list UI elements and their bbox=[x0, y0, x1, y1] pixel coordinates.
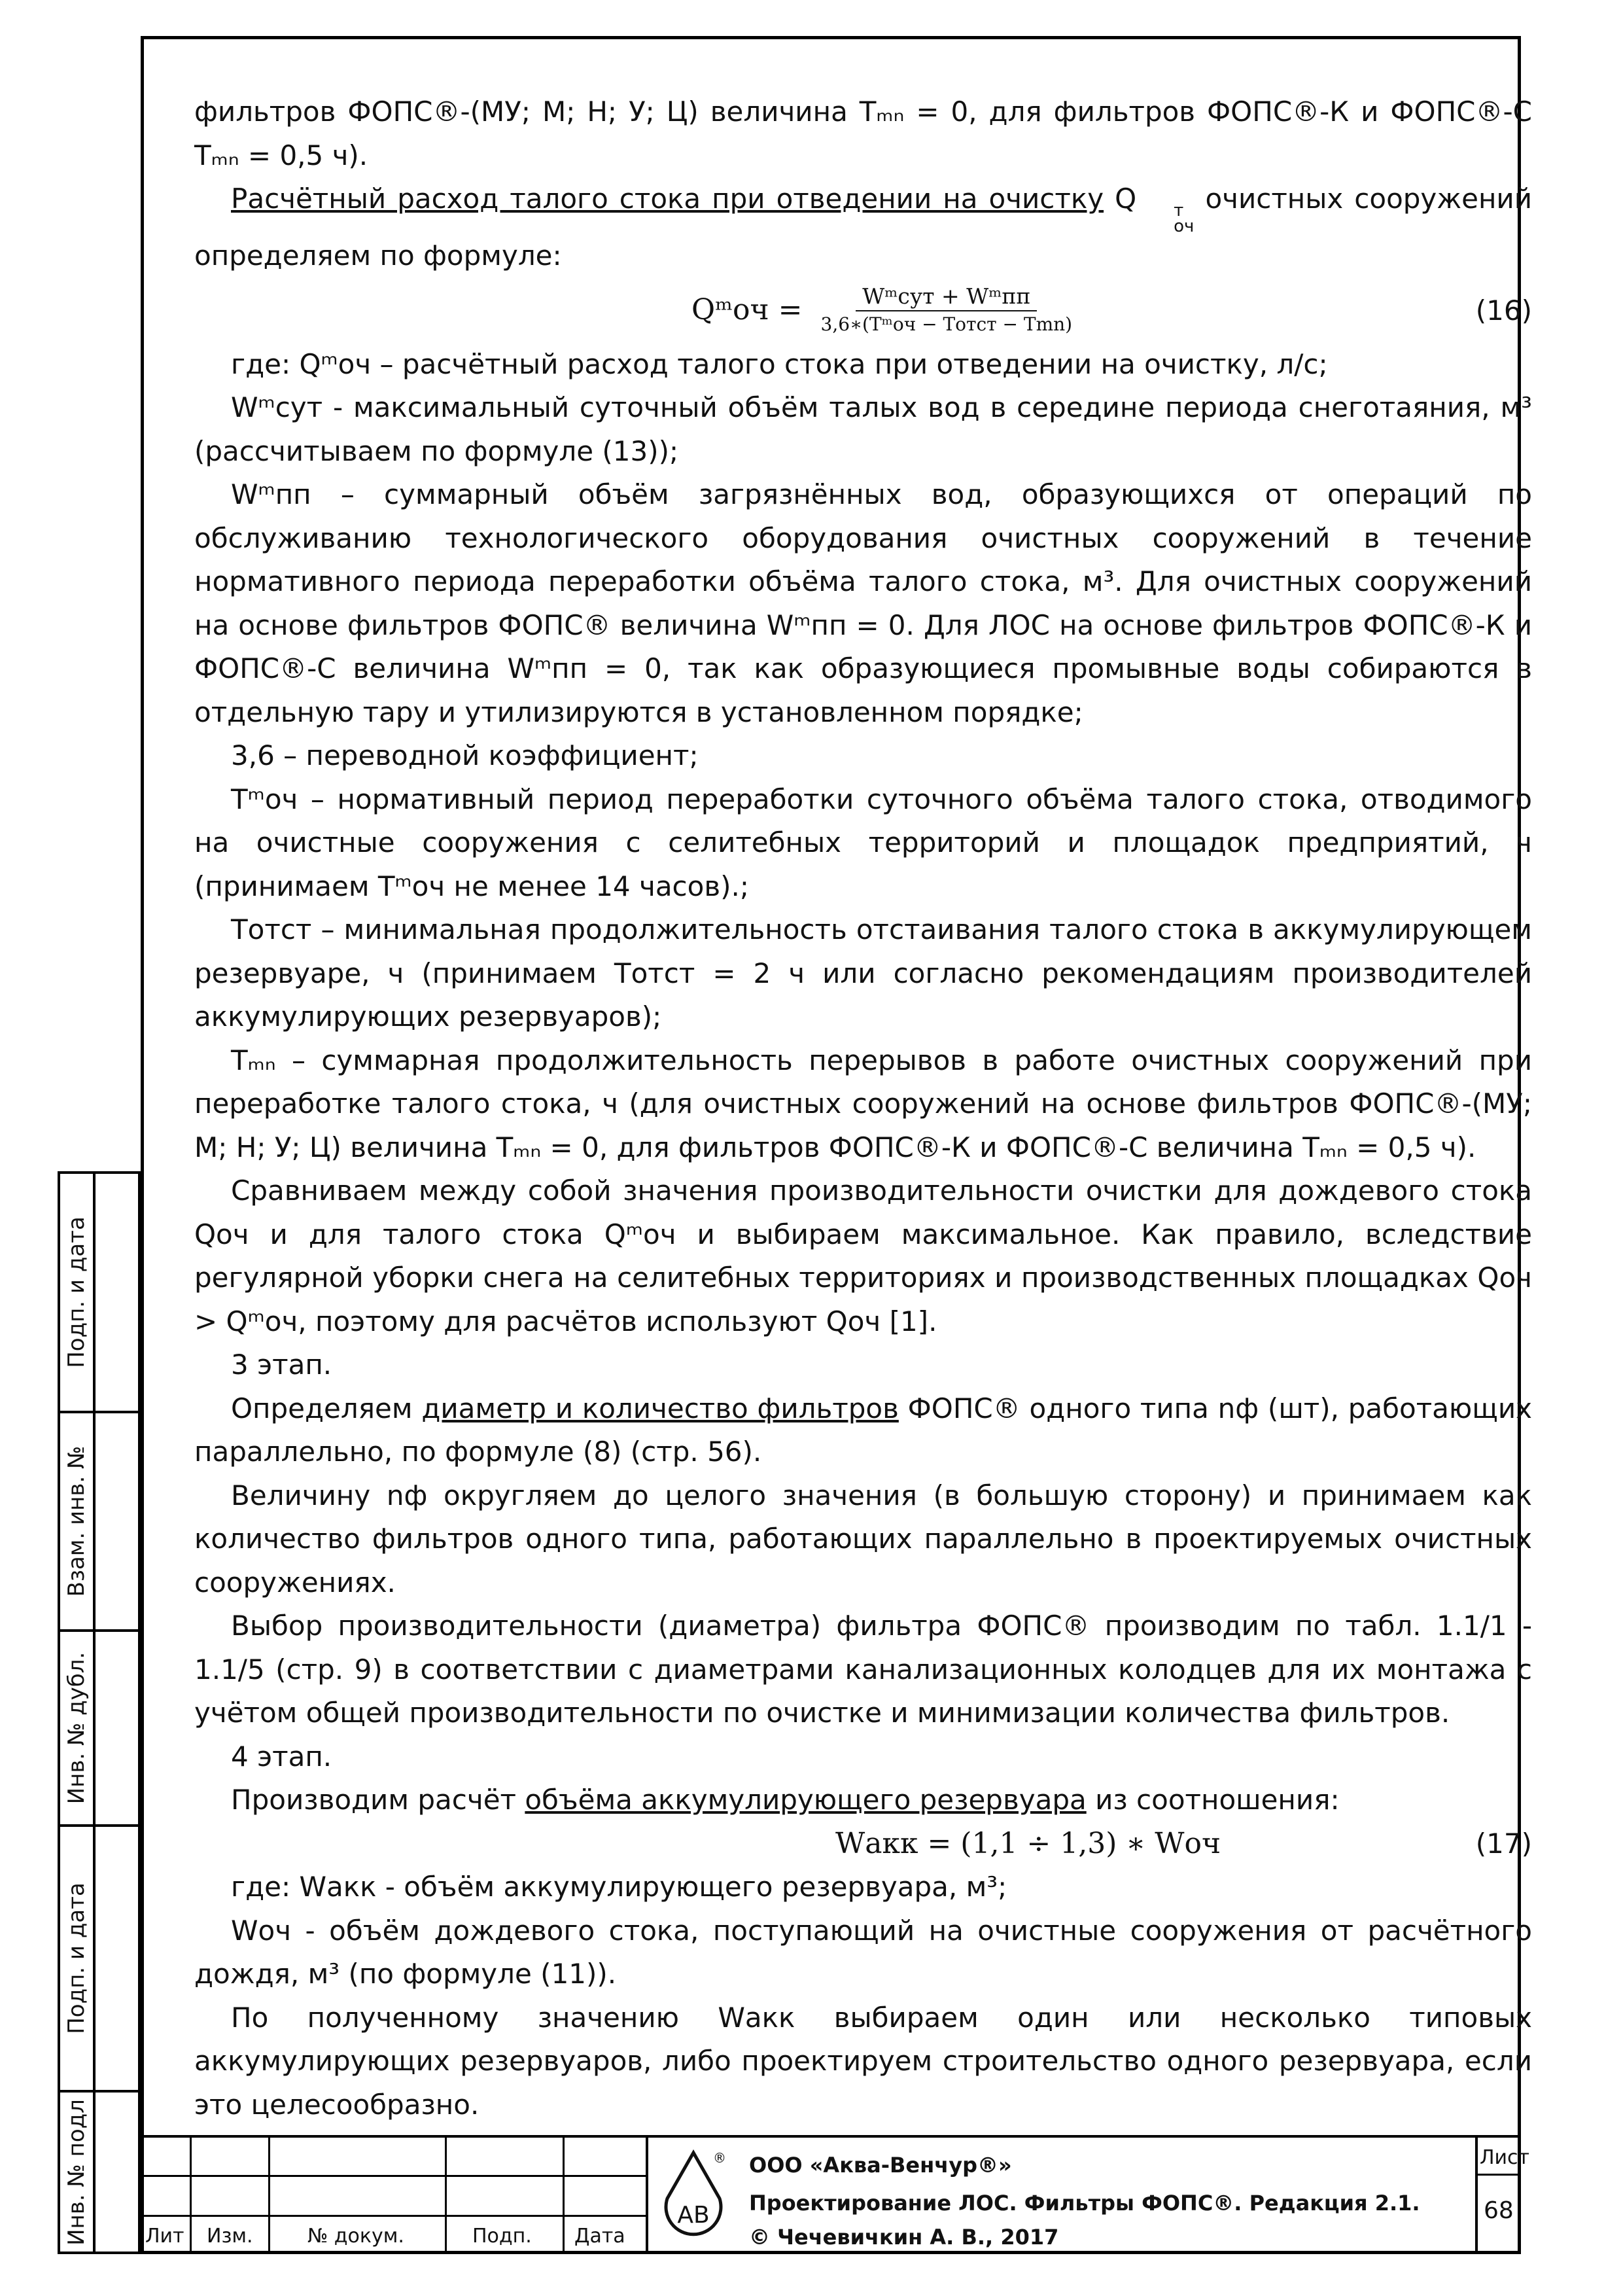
title-block-col-label: Дата bbox=[574, 2225, 625, 2248]
formula-16 bbox=[194, 278, 1532, 343]
sheet-number: 68 bbox=[1484, 2197, 1514, 2224]
side-stamp-label: Подп. и дата bbox=[63, 1216, 90, 1368]
company-logo bbox=[654, 2149, 733, 2248]
paragraph: фильтров ФОПС®-(МУ; М; Н; У; Ц) величина Tₘₙ = 0, для фильтров ФОПС®-К и ФОПС®-С Tₘₙ = 0,5 ч). bbox=[194, 96, 1532, 171]
stage-heading: 3 этап. bbox=[231, 1349, 332, 1381]
logo-text: АВ bbox=[677, 2202, 710, 2229]
underlined-term: Расчётный расход талого стока при отведении на очистку bbox=[231, 183, 1104, 215]
underlined-term: объёма аккумулирующего резервуара bbox=[525, 1784, 1087, 1816]
title-block-col-label: Подп. bbox=[472, 2225, 532, 2248]
formula-numerator: Wᵐсут + Wᵐпп bbox=[856, 283, 1037, 311]
side-stamp-cell bbox=[58, 1411, 141, 1632]
paragraph: Tₘₙ – суммарная продолжительность перерывов в работе очистных сооружений при переработке талого стока, ч (для очистных сооружений на основе фильтров ФОПС®-(МУ; М; Н; У; Ц) величина Tₘₙ = 0, для фильтров ФОПС®-К и ФОПС®-С величина Tₘₙ = 0,5 ч). bbox=[194, 1044, 1532, 1163]
paragraph: Сравниваем между собой значения производительности очистки для дождевого стока Qоч и для талого стока Qᵐоч и выбираем максимальное. Как правило, вследствие регулярной уборки снега на селитебных территориях и производственных площадках Qоч > Qᵐоч, поэтому для расчётов используют Qоч [1]. bbox=[194, 1174, 1532, 1337]
paragraph: Расчётный расход талого стока при отведении на очистку Q т оч очистных сооружений определяем по формуле: bbox=[194, 183, 1533, 272]
paragraph: Производим расчёт объёма аккумулирующего резервуара из соотношения: bbox=[231, 1784, 1340, 1816]
side-stamp-cell bbox=[58, 1824, 141, 2093]
side-stamp-label: Подп. и дата bbox=[63, 1882, 90, 2034]
logo-registered-mark: ® bbox=[713, 2150, 726, 2166]
paragraph: Wоч - объём дождевого стока, поступающий на очистные сооружения от расчётного дождя, м³ (по формуле (11)). bbox=[194, 1914, 1532, 1990]
paragraph: Tᵐоч – нормативный период переработки суточного объёма талого стока, отводимого на очистные сооружения с селитебных территорий и площадок предприятий, ч (принимаем Tᵐоч не менее 14 часов).; bbox=[194, 783, 1532, 902]
paragraph: Wᵐсут - максимальный суточный объём талых вод в середине периода снеготаяния, м³ (рассчитываем по формуле (13)); bbox=[194, 391, 1532, 467]
paragraph: Определяем диаметр и количество фильтров ФОПС® одного типа nф (шт), работающих параллельно, по формуле (8) (стр. 56). bbox=[194, 1392, 1532, 1468]
paragraph: Tотст – минимальная продолжительность отстаивания талого стока в аккумулирующем резервуаре, ч (принимаем Tотст = 2 ч или согласно рекомендациям производителей аккумулирующих резервуаров); bbox=[194, 913, 1532, 1033]
stage-heading: 4 этап. bbox=[231, 1740, 332, 1773]
title-block-col-label: Лит bbox=[145, 2225, 184, 2248]
formula-lhs: Qᵐоч = bbox=[691, 292, 803, 327]
formula-17 bbox=[194, 1822, 1532, 1866]
side-stamp-cell bbox=[58, 1171, 141, 1413]
formula-expression: Wакк = (1,1 ÷ 1,3) ∗ Wоч bbox=[835, 1826, 1221, 1860]
paragraph: Wᵐпп – суммарный объём загрязнённых вод, образующихся от операций по обслуживанию технологического оборудования очистных сооружений в течение нормативного периода переработки объёма талого стока, м³. Для очистных сооружений на основе фильтров ФОПС® величина Wᵐпп = 0. Для ЛОС на основе фильтров ФОПС®-К и ФОПС®-С величина Wᵐпп = 0, так как образующиеся промывные воды собираются в отдельную тару и утилизируются в установленном порядке; bbox=[194, 478, 1532, 728]
paragraph: 3,6 – переводной коэффициент; bbox=[231, 739, 699, 771]
copyright: © Чечевичкин А. В., 2017 bbox=[749, 2225, 1059, 2250]
side-stamp-cell bbox=[58, 1629, 141, 1827]
paragraph-text: очистных сооружений определяем по формуле: bbox=[194, 183, 1533, 272]
formula-number: (17) bbox=[1475, 1827, 1532, 1860]
side-stamp-label: Инв. № дубл. bbox=[63, 1651, 90, 1805]
side-stamp-label: Взам. инв. № bbox=[63, 1445, 90, 1597]
title-block-col-label: № докум. bbox=[307, 2225, 404, 2248]
sheet-label: Лист bbox=[1480, 2146, 1530, 2169]
paragraph: где: Qᵐоч – расчётный расход талого стока при отведении на очистку, л/с; bbox=[231, 347, 1328, 380]
formula-number: (16) bbox=[1475, 294, 1532, 327]
paragraph: По полученному значению Wакк выбираем один или несколько типовых аккумулирующих резервуаров, либо проектируем строительство одного резервуара, если это целесообразно. bbox=[194, 2001, 1532, 2121]
side-stamp-label: Инв. № подл bbox=[63, 2098, 90, 2246]
side-stamp-cell bbox=[58, 2090, 141, 2254]
title-block-col-label: Изм. bbox=[207, 2225, 253, 2248]
company-name: ООО «Аква-Венчур®» bbox=[749, 2153, 1012, 2178]
paragraph: где: Wакк - объём аккумулирующего резервуара, м³; bbox=[231, 1871, 1007, 1903]
project-title: Проектирование ЛОС. Фильтры ФОПС®. Редакция 2.1. bbox=[749, 2191, 1420, 2216]
document-body bbox=[194, 90, 1532, 2127]
underlined-term: диаметр и количество фильтров bbox=[421, 1392, 899, 1424]
formula-denominator: 3,6∗(Tᵐоч − Tотст − Tmn) bbox=[820, 313, 1073, 335]
paragraph: Выбор производительности (диаметра) фильтра ФОПС® производим по табл. 1.1/1 - 1.1/5 (стр. 9) в соответствии с диаметрами канализационных колодцев для их монтажа с учётом общей производительности по очистке и минимизации количества фильтров. bbox=[194, 1610, 1532, 1729]
paragraph: Величину nф округляем до целого значения (в большую сторону) и принимаем как количество фильтров одного типа, работающих параллельно в проектируемых очистных сооружениях. bbox=[194, 1479, 1532, 1598]
